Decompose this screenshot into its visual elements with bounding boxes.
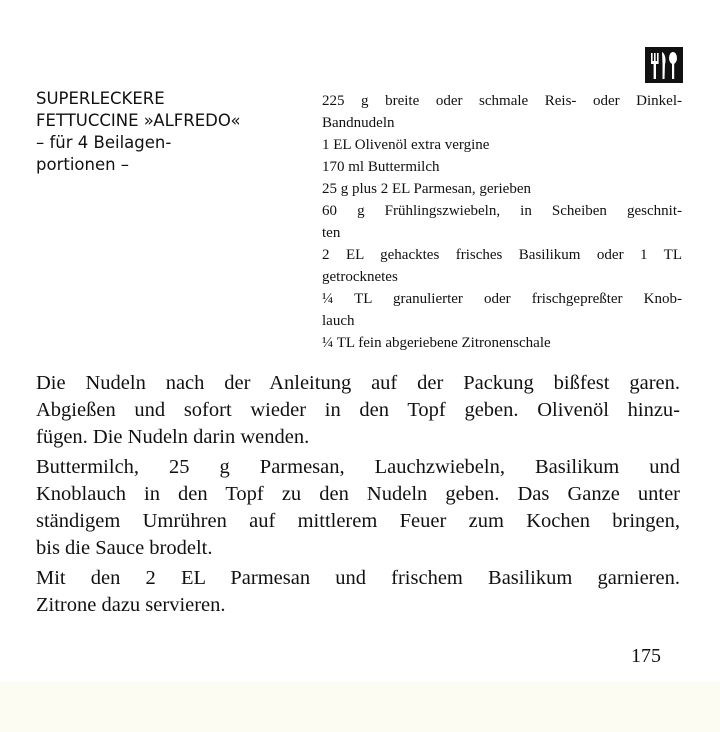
title-line: SUPERLECKERE [36, 89, 165, 108]
ingredient-line: ten [322, 225, 341, 241]
ingredient-line: getrocknetes [322, 269, 398, 285]
scan-margin [0, 682, 720, 732]
title-line: – für 4 Beilagen- [36, 133, 172, 152]
ingredient-line: ¼ TL granulierter oder frischgepreßter Knob- [322, 291, 682, 307]
instruction-line: Buttermilch, 25 g Parmesan, Lauchzwiebeln, Basilikum und [36, 456, 680, 478]
instruction-line: Abgießen und sofort wieder in den Topf geben. Olivenöl hinzu- [36, 399, 680, 421]
ingredient-line: 2 EL gehacktes frisches Basilikum oder 1 TL [322, 247, 682, 263]
instruction-line: Knoblauch in den Topf zu den Nudeln geben. Das Ganze unter [36, 483, 680, 505]
instruction-line: fügen. Die Nudeln darin wenden. [36, 426, 310, 448]
ingredient-line: 1 EL Olivenöl extra vergine [322, 137, 490, 153]
instructions [36, 370, 680, 619]
cutlery-icon [645, 47, 683, 83]
ingredient-line: Bandnudeln [322, 115, 395, 131]
instruction-line: Die Nudeln nach der Anleitung auf der Packung bißfest garen. [36, 372, 680, 394]
recipe-title [36, 88, 241, 176]
page-number: 175 [631, 645, 661, 667]
instruction-line: bis die Sauce brodelt. [36, 537, 213, 559]
ingredient-line: 60 g Frühlingszwiebeln, in Scheiben geschnit- [322, 203, 682, 219]
title-line: portionen – [36, 155, 130, 174]
ingredient-line: lauch [322, 313, 355, 329]
instruction-line: Mit den 2 EL Parmesan und frischem Basilikum garnieren. [36, 567, 680, 589]
ingredient-line: ¼ TL fein abgeriebene Zitronenschale [322, 335, 551, 351]
ingredient-list [322, 90, 682, 354]
ingredient-line: 25 g plus 2 EL Parmesan, gerieben [322, 181, 531, 197]
instruction-line: Zitrone dazu servieren. [36, 594, 226, 616]
ingredient-line: 225 g breite oder schmale Reis- oder Dinkel- [322, 93, 682, 109]
ingredient-line: 170 ml Buttermilch [322, 159, 440, 175]
instruction-line: ständigem Umrühren auf mittlerem Feuer zum Kochen bringen, [36, 510, 680, 532]
title-line: FETTUCCINE »ALFREDO« [36, 111, 241, 130]
